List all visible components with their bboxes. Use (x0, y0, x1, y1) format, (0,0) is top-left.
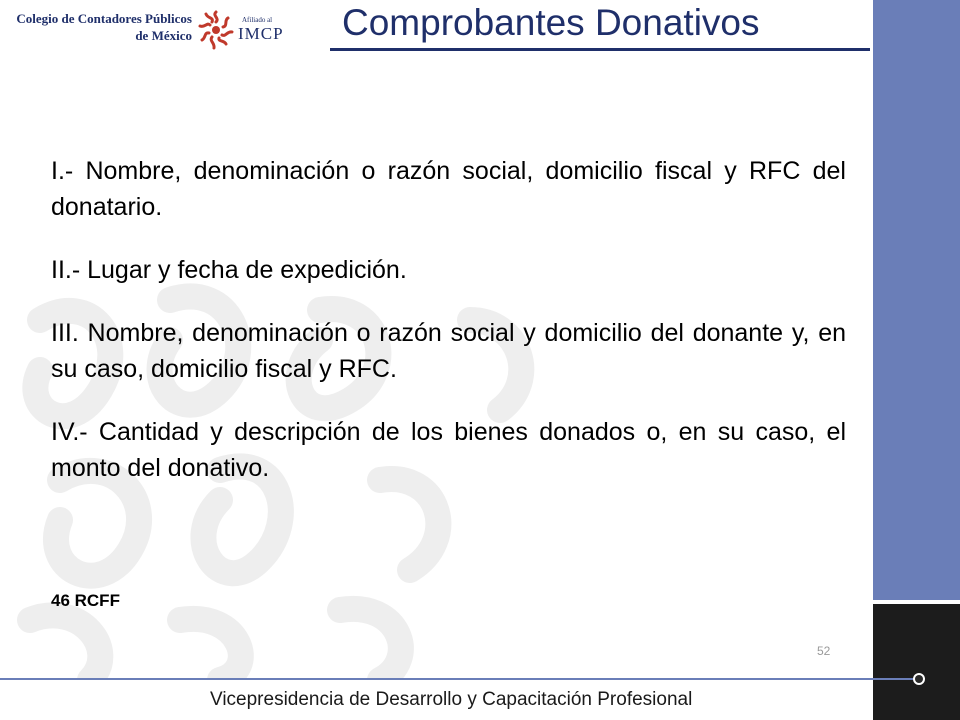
requirement-item: III. Nombre, denominación o razón social y domicilio del donante y, en su caso, domicilio fiscal y RFC. (51, 319, 846, 383)
footer-dot-icon (913, 673, 925, 685)
logo-org-line-2: de México (135, 28, 192, 43)
right-accent-band (873, 0, 960, 600)
organization-logo (10, 8, 310, 56)
page-title: Comprobantes Donativos (342, 2, 760, 43)
ccpm-emblem-icon (196, 8, 236, 52)
requirements-list (51, 153, 846, 513)
logo-affiliation: Afiliado al (242, 16, 273, 24)
legal-reference: 46 RCFF (51, 591, 120, 610)
requirement-item: IV.- Cantidad y descripción de los bienes donados o, en su caso, el monto del donativo. (51, 418, 846, 482)
footer-text: Vicepresidencia de Desarrollo y Capacitación Profesional (210, 689, 693, 710)
logo-imcp: IMCP (238, 24, 284, 43)
page-number: 52 (817, 644, 831, 658)
right-dark-band (873, 604, 960, 720)
requirement-item: I.- Nombre, denominación o razón social, domicilio fiscal y RFC del donatario. (51, 157, 846, 221)
header-rule (330, 48, 870, 51)
footer-rule (0, 678, 920, 680)
requirement-item: II.- Lugar y fecha de expedición. (51, 256, 407, 284)
logo-wordmark (10, 10, 192, 44)
logo-org-line-1: Colegio de Contadores Públicos (16, 11, 192, 26)
